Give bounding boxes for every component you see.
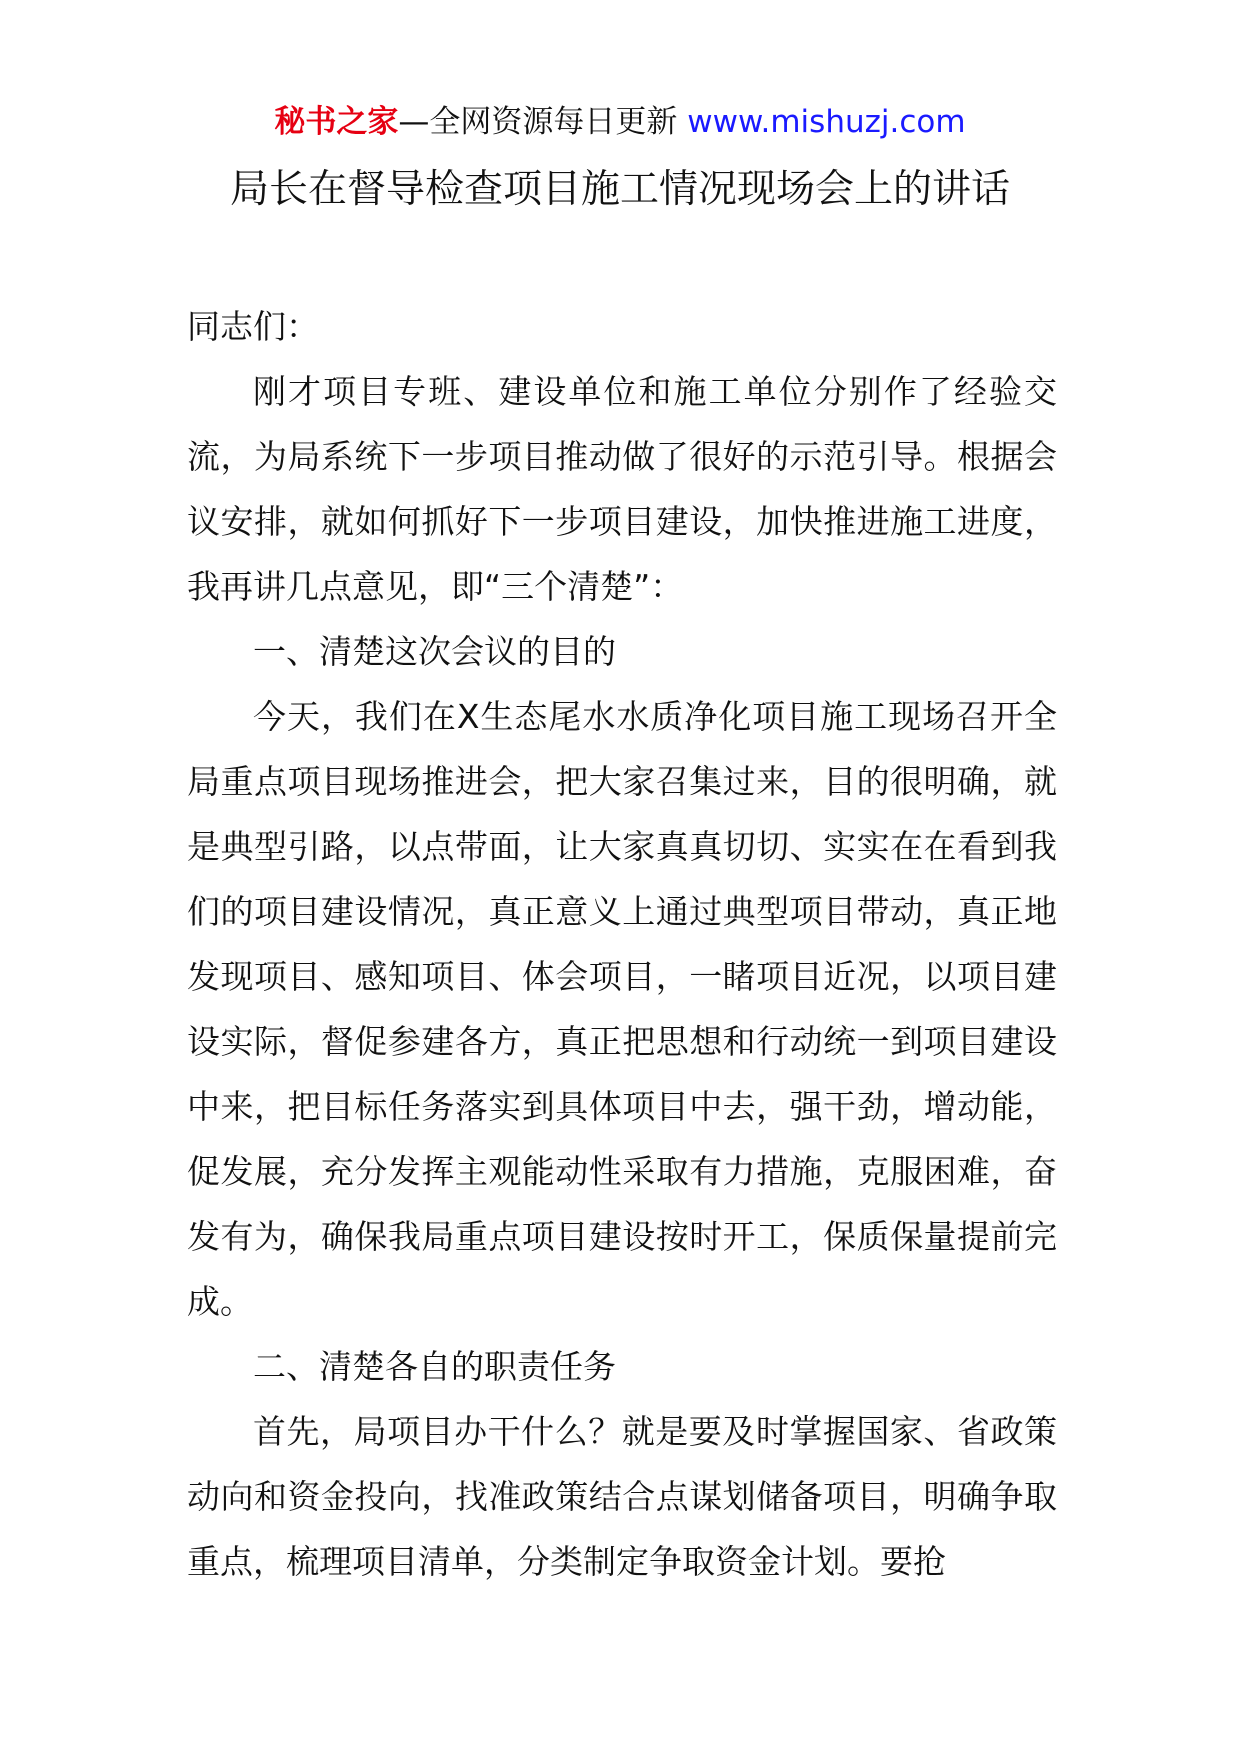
site-url-link[interactable]: www.mishuzj.com bbox=[687, 104, 966, 140]
site-brand: 秘书之家 bbox=[274, 104, 399, 140]
site-header bbox=[0, 100, 1240, 144]
paragraph-intro: 刚才项目专班、建设单位和施工单位分别作了经验交流，为局系统下一步项目推动做了很好的示范引导。根据会议安排，就如何抓好下一步项目建设，加快推进施工进度，我再讲几点意见，即“三个清楚”： bbox=[187, 372, 1057, 606]
document-body bbox=[187, 294, 1057, 1594]
paragraph-purpose: 今天，我们在X生态尾水水质净化项目施工现场召开全局重点项目现场推进会，把大家召集过来，目的很明确，就是典型引路，以点带面，让大家真真切切、实实在在看到我们的项目建设情况，真正意义上通过典型项目带动，真正地发现项目、感知项目、体会项目，一睹项目近况，以项目建设实际，督促参建各方，真正把思想和行动统一到项目建设中来，把目标任务落实到具体项目中去，强干劲，增动能，促发展，充分发挥主观能动性采取有力措施，克服困难，奋发有为，确保我局重点项目建设按时开工，保质保量提前完成。 bbox=[187, 697, 1057, 1321]
paragraph-duties: 首先，局项目办干什么？就是要及时掌握国家、省政策动向和资金投向，找准政策结合点谋划储备项目，明确争取重点，梳理项目清单，分类制定争取资金计划。要抢 bbox=[187, 1412, 1057, 1581]
section-heading-2: 二、清楚各自的职责任务 bbox=[253, 1347, 616, 1386]
document-title: 局长在督导检查项目施工情况现场会上的讲话 bbox=[229, 167, 1010, 212]
site-tagline: —全网资源每日更新 bbox=[398, 104, 688, 140]
section-heading-1: 一、清楚这次会议的目的 bbox=[253, 632, 616, 671]
greeting: 同志们： bbox=[187, 307, 319, 346]
